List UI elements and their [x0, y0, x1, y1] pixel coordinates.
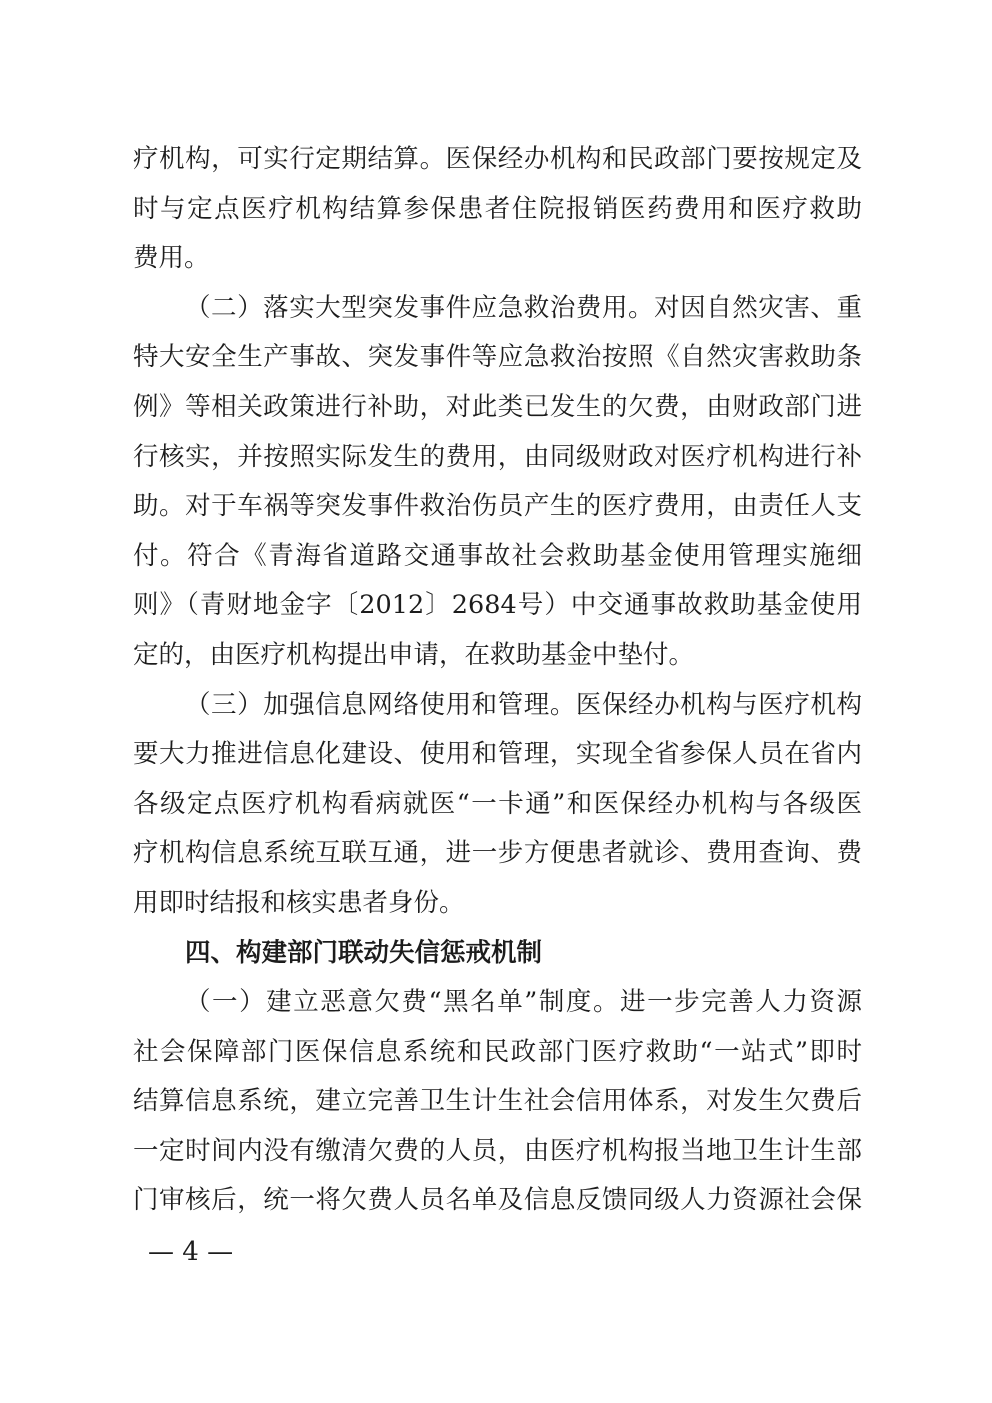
section-heading: 四、构建部门联动失信惩戒机制	[185, 937, 543, 968]
page-number: — 4 —	[148, 1237, 234, 1267]
paragraph-line: 行核实，并按照实际发生的费用，由同级财政对医疗机构进行补	[133, 441, 862, 472]
paragraph-line: 费用。	[133, 243, 210, 274]
paragraph-1	[133, 135, 862, 284]
paragraph-line: 门审核后，统一将欠费人员名单及信息反馈同级人力资源社会保	[133, 1185, 862, 1216]
paragraph-2	[133, 284, 862, 681]
paragraph-line: 疗机构，可实行定期结算。医保经办机构和民政部门要按规定及	[133, 144, 862, 174]
paragraph-line: （三）加强信息网络使用和管理。医保经办机构与医疗机构	[185, 689, 862, 720]
document-body	[133, 135, 862, 1226]
paragraph-line: 时与定点医疗机构结算参保患者住院报销医药费用和医疗救助	[133, 193, 862, 224]
paragraph-line: 用即时结报和核实患者身份。	[133, 887, 465, 918]
paragraph-line: 结算信息系统，建立完善卫生计生社会信用体系，对发生欠费后	[133, 1086, 862, 1117]
paragraph-line: （二）落实大型突发事件应急救治费用。对因自然灾害、重	[185, 292, 862, 323]
paragraph-line: 特大安全生产事故、突发事件等应急救治按照《自然灾害救助条	[133, 342, 862, 373]
paragraph-line: （一）建立恶意欠费“黑名单”制度。进一步完善人力资源	[185, 987, 862, 1018]
paragraph-line: 则》（青财地金字〔2012〕2684号）中交通事故救助基金使用	[133, 590, 862, 621]
paragraph-3	[133, 681, 862, 929]
paragraph-line: 定的，由医疗机构提出申请，在救助基金中垫付。	[133, 639, 695, 670]
paragraph-line: 一定时间内没有缴清欠费的人员，由医疗机构报当地卫生计生部	[133, 1135, 862, 1166]
paragraph-line: 各级定点医疗机构看病就医“一卡通”和医保经办机构与各级医	[133, 788, 862, 819]
paragraph-4	[133, 978, 862, 1226]
paragraph-line: 例》等相关政策进行补助，对此类已发生的欠费，由财政部门进	[133, 391, 862, 422]
paragraph-line: 要大力推进信息化建设、使用和管理，实现全省参保人员在省内	[133, 739, 862, 770]
paragraph-line: 助。对于车祸等突发事件救治伤员产生的医疗费用，由责任人支	[133, 491, 862, 522]
paragraph-line: 付。符合《青海省道路交通事故社会救助基金使用管理实施细	[133, 540, 862, 571]
paragraph-line: 社会保障部门医保信息系统和民政部门医疗救助“一站式”即时	[133, 1036, 862, 1067]
paragraph-line: 疗机构信息系统互联互通，进一步方便患者就诊、费用查询、费	[133, 838, 862, 869]
